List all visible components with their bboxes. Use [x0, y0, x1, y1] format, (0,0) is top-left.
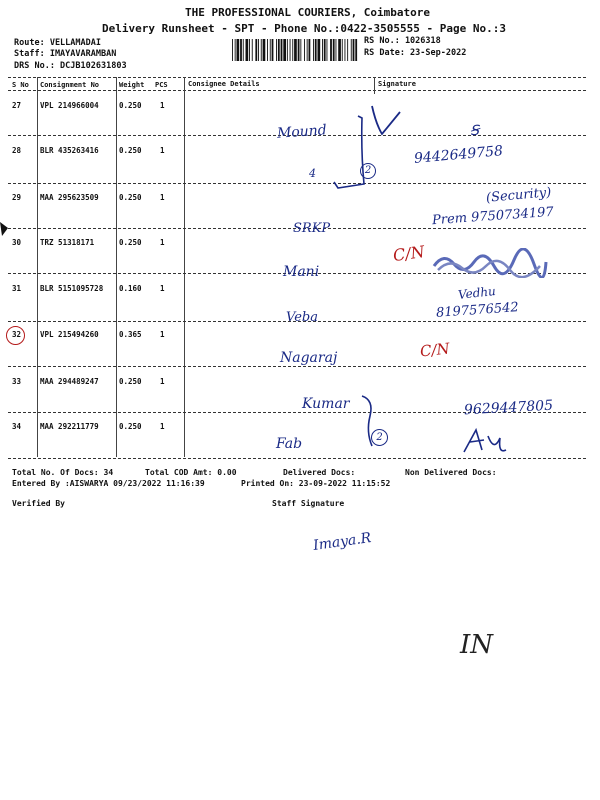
row-weight: 0.250 — [119, 101, 142, 110]
table-bottom-rule — [8, 458, 586, 459]
row-sno: 34 — [12, 422, 22, 431]
row-sno: 31 — [12, 284, 22, 293]
barcode-bar — [235, 39, 236, 61]
barcode-bar — [304, 39, 305, 61]
handwritten-name: Mound — [276, 122, 328, 142]
barcode-bar — [263, 39, 266, 61]
barcode-bar — [270, 39, 271, 61]
row-pcs: 1 — [160, 377, 165, 386]
handwritten-phone: 8197576542 — [435, 300, 520, 321]
barcode-bar — [333, 39, 335, 61]
total-docs: Total No. Of Docs: 34 — [12, 468, 114, 477]
row-consignment: MAA 292211779 — [40, 422, 99, 431]
row-consignment: MAA 294489247 — [40, 377, 99, 386]
entered-by: Entered By :AISWARYA 09/23/2022 11:16:39 — [12, 479, 205, 488]
row-pcs: 1 — [160, 193, 165, 202]
row-pcs: 1 — [160, 146, 165, 155]
verified-by-label: Verified By — [12, 499, 65, 508]
margin-arrow-icon — [0, 222, 10, 238]
handwritten-signature: Prem 9750734197 — [431, 204, 555, 229]
barcode-bar — [278, 39, 280, 61]
handwritten-phone: 9629447805 — [463, 397, 554, 419]
barcode-bar — [353, 39, 355, 61]
barcode-bar — [347, 39, 348, 61]
barcode-bar — [345, 39, 346, 61]
row-separator — [8, 183, 586, 184]
row-consignment: BLR 5151095728 — [40, 284, 104, 293]
handwritten-scribble: Ꞩ — [470, 123, 479, 139]
row-sno: 30 — [12, 238, 22, 247]
barcode-bar — [243, 39, 244, 61]
handwritten-note: (Security) — [485, 185, 552, 206]
handwritten-name: Nagaraj — [280, 350, 338, 366]
row-sno: 28 — [12, 146, 22, 155]
rs-date: RS Date: 23-Sep-2022 — [364, 48, 467, 58]
printed-on: Printed On: 23-09-2022 11:15:52 — [241, 479, 391, 488]
barcode-bar — [237, 39, 240, 61]
staff-signature: Imaya.R — [312, 530, 373, 554]
barcode-bar — [336, 39, 337, 61]
company-title: THE PROFESSIONAL COURIERS, Coimbatore — [185, 6, 431, 19]
row-weight: 0.160 — [119, 284, 142, 293]
barcode-bar — [338, 39, 341, 61]
table-top-rule — [8, 77, 586, 78]
barcode-bar — [351, 39, 352, 61]
handwritten-phone: 9442649758 — [413, 143, 504, 167]
row-pcs: 1 — [160, 284, 165, 293]
delivered-docs: Delivered Docs: — [283, 468, 356, 477]
barcode-bar — [292, 39, 293, 61]
handwritten-name: Mani — [283, 264, 320, 280]
staff-label: Staff: IMAYAVARAMBAN — [14, 49, 117, 59]
row-consignment: VPL 215494260 — [40, 330, 99, 339]
handwritten-name: Veba — [286, 310, 318, 325]
circled-number: 2 — [371, 429, 388, 446]
barcode-bar — [315, 39, 317, 61]
bracket-stroke — [328, 112, 370, 194]
barcode-image — [232, 39, 358, 61]
row-sno: 29 — [12, 193, 22, 202]
handwritten-signature-stroke — [460, 426, 510, 456]
col-header-consignee: Consignee Details — [188, 80, 260, 88]
barcode-bar — [249, 39, 250, 61]
barcode-bar — [324, 39, 326, 61]
barcode-bar — [258, 39, 259, 61]
row-circle-mark — [6, 326, 25, 345]
barcode-bar — [313, 39, 314, 61]
barcode-bar — [322, 39, 323, 61]
barcode-bar — [283, 39, 286, 61]
col-header-pcs: PCS — [155, 81, 168, 89]
row-sno: 27 — [12, 101, 22, 110]
col-header-sno: S No — [12, 81, 29, 89]
barcode-bar — [307, 39, 308, 61]
barcode-bar — [342, 39, 343, 61]
barcode-bar — [246, 39, 249, 61]
rs-number: RS No.: 1026318 — [364, 36, 441, 46]
col-header-weight: Weight — [119, 81, 145, 89]
runsheet-subtitle: Delivery Runsheet - SPT - Phone No.:0422-3505555 - Page No.:3 — [102, 22, 506, 35]
handwritten-mark: 4 — [309, 167, 316, 180]
row-pcs: 1 — [160, 101, 165, 110]
barcode-bar — [298, 39, 300, 61]
barcode-bar — [294, 39, 297, 61]
col-divider — [374, 77, 375, 94]
barcode-bar — [267, 39, 268, 61]
barcode-bar — [318, 39, 321, 61]
barcode-bar — [327, 39, 328, 61]
row-weight: 0.365 — [119, 330, 142, 339]
row-pcs: 1 — [160, 330, 165, 339]
total-cod: Total COD Amt: 0.00 — [145, 468, 237, 477]
row-consignment: TRZ 51318171 — [40, 238, 95, 247]
col-divider — [37, 77, 38, 457]
barcode-bar — [252, 39, 253, 61]
col-divider — [184, 77, 185, 457]
staff-signature-label: Staff Signature — [272, 499, 345, 508]
barcode-bar — [309, 39, 311, 61]
circled-number: 2 — [360, 163, 376, 179]
handwritten-cn-mark: C/N — [419, 339, 451, 361]
handwritten-name: Kumar — [302, 396, 350, 412]
row-consignment: VPL 214966004 — [40, 101, 99, 110]
row-separator — [8, 366, 586, 367]
handwritten-name: SRKP — [293, 221, 331, 236]
bottom-handwritten-mark: IN — [460, 630, 494, 660]
scribbled-out-signature — [430, 248, 550, 278]
row-sno: 32 — [12, 330, 22, 339]
row-consignment: BLR 435263416 — [40, 146, 99, 155]
barcode-bar — [355, 39, 357, 61]
non-delivered-docs: Non Delivered Docs: — [405, 468, 497, 477]
col-header-consignment: Consignment No — [40, 81, 100, 89]
barcode-bar — [287, 39, 288, 61]
handwritten-cn-mark: C/N — [391, 241, 426, 266]
barcode-bar — [276, 39, 277, 61]
row-weight: 0.250 — [119, 238, 142, 247]
row-pcs: 1 — [160, 238, 165, 247]
barcode-bar — [330, 39, 332, 61]
barcode-bar — [281, 39, 283, 61]
check-mark-icon — [368, 104, 404, 138]
barcode-bar — [300, 39, 301, 61]
barcode-bar — [272, 39, 274, 61]
row-weight: 0.250 — [119, 193, 142, 202]
barcode-bar — [261, 39, 262, 61]
row-sno: 33 — [12, 377, 22, 386]
col-divider — [116, 77, 117, 457]
handwritten-name: Fab — [276, 436, 303, 452]
col-header-signature: Signature — [378, 80, 416, 88]
row-pcs: 1 — [160, 422, 165, 431]
barcode-bar — [255, 39, 257, 61]
row-consignment: MAA 295623509 — [40, 193, 99, 202]
barcode-bar — [290, 39, 291, 61]
route-label: Route: VELLAMADAI — [14, 38, 101, 48]
header-bottom-rule — [8, 90, 586, 91]
barcode-bar — [240, 39, 242, 61]
row-weight: 0.250 — [119, 422, 142, 431]
drs-number: DRS No.: DCJB102631803 — [14, 61, 127, 71]
barcode-bar — [232, 39, 233, 61]
row-weight: 0.250 — [119, 146, 142, 155]
row-weight: 0.250 — [119, 377, 142, 386]
handwritten-signature: Vedhu — [457, 284, 497, 302]
